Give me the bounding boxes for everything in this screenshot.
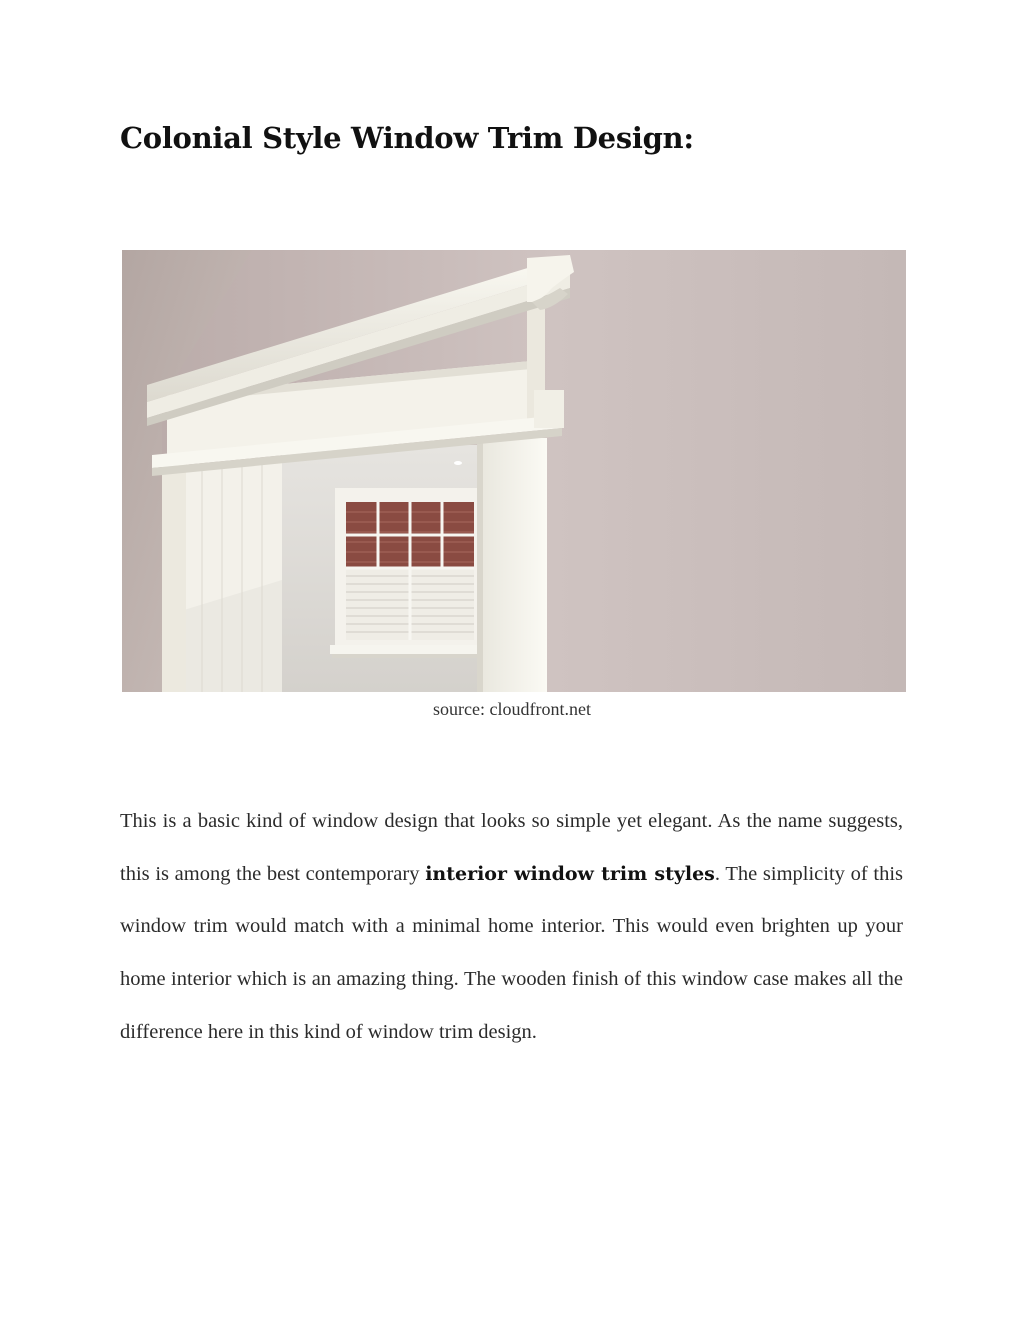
body-paragraph: [120, 795, 903, 1059]
page-title: Colonial Style Window Trim Design:: [120, 121, 694, 155]
window-trim-photo: [122, 250, 906, 692]
image-caption: source: cloudfront.net: [433, 699, 591, 719]
paragraph-text-start: This is a basic kind of window design that looks so simple yet elegant. As the name suggests, this is among the best contemporary: [120, 810, 903, 885]
bold-keyword-phrase: interior window trim styles: [425, 862, 715, 885]
paragraph-text-end: . The simplicity of this window trim would match with a minimal home interior. This would even brighten up your home interior which is an amazing thing. The wooden finish of this window case makes all the difference here in this kind of window trim design.: [120, 862, 904, 1043]
